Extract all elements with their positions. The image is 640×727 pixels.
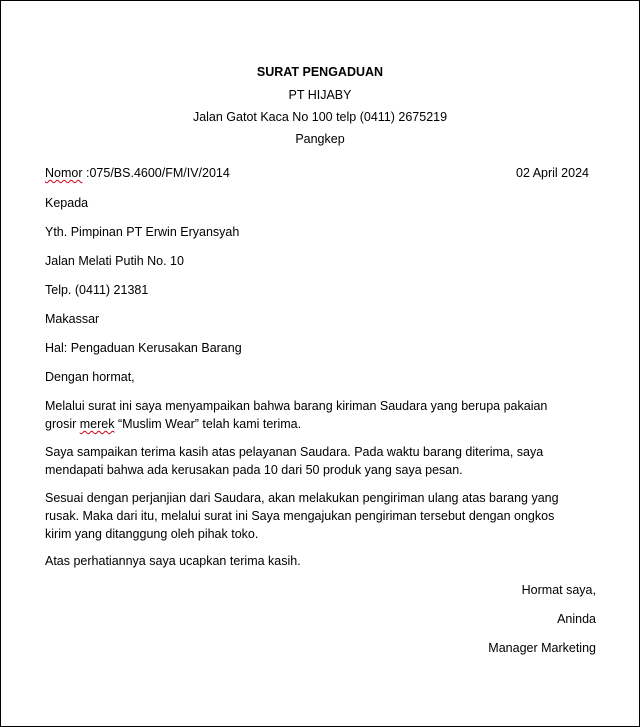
nomor-value: :075/BS.4600/FM/IV/2014 (82, 166, 230, 180)
recipient-street: Jalan Melati Putih No. 10 (45, 254, 184, 268)
recipient-to: Kepada (45, 196, 89, 210)
p1-line-2 (45, 417, 301, 431)
letter-title: SURAT PENGADUAN (256, 65, 384, 79)
signature-name: Aninda (557, 612, 596, 626)
letter-subject: Hal: Pengaduan Kerusakan Barang (45, 341, 242, 355)
p1-line-1: Melalui surat ini saya menyampaikan bahwa barang kiriman Saudara yang berupa pakaian (45, 399, 548, 413)
p3-line-1: Sesuai dengan perjanjian dari Saudara, akan melakukan pengiriman ulang atas barang yang (45, 491, 559, 505)
spellcheck-flagged-word: merek (79, 417, 115, 431)
body-paragraph-2 (45, 443, 605, 479)
nomor-label: Nomor (45, 166, 83, 180)
body-paragraph-3 (45, 489, 605, 543)
recipient-name: Yth. Pimpinan PT Erwin Eryansyah (45, 225, 240, 239)
p1-line-2-start: grosir (45, 417, 80, 431)
letter-greeting: Dengan hormat, (45, 370, 135, 384)
closing-sentence: Atas perhatiannya saya ucapkan terima kasih. (45, 554, 301, 568)
p2-line-1: Saya sampaikan terima kasih atas pelayanan Saudara. Pada waktu barang diterima, saya (45, 445, 544, 459)
p3-line-3: kirim yang ditanggung oleh pihak toko. (45, 527, 259, 541)
company-name: PT HIJABY (288, 88, 352, 102)
body-paragraph-1 (45, 397, 605, 433)
company-city: Pangkep (295, 132, 345, 146)
letter-number (45, 164, 230, 182)
p1-line-2-end: “Muslim Wear” telah kami terima. (114, 417, 302, 431)
signature-salutation: Hormat saya, (521, 583, 596, 597)
p2-line-2: mendapati bahwa ada kerusakan pada 10 dari 50 produk yang saya pesan. (45, 463, 463, 477)
letter-date: 02 April 2024 (516, 166, 589, 180)
company-address: Jalan Gatot Kaca No 100 telp (0411) 2675219 (192, 110, 448, 124)
signature-position: Manager Marketing (488, 641, 596, 655)
recipient-city: Makassar (45, 312, 100, 326)
p3-line-2: rusak. Maka dari itu, melalui surat ini Saya mengajukan pengiriman tersebut dengan ongkos (45, 509, 555, 523)
recipient-phone: Telp. (0411) 21381 (45, 283, 149, 297)
